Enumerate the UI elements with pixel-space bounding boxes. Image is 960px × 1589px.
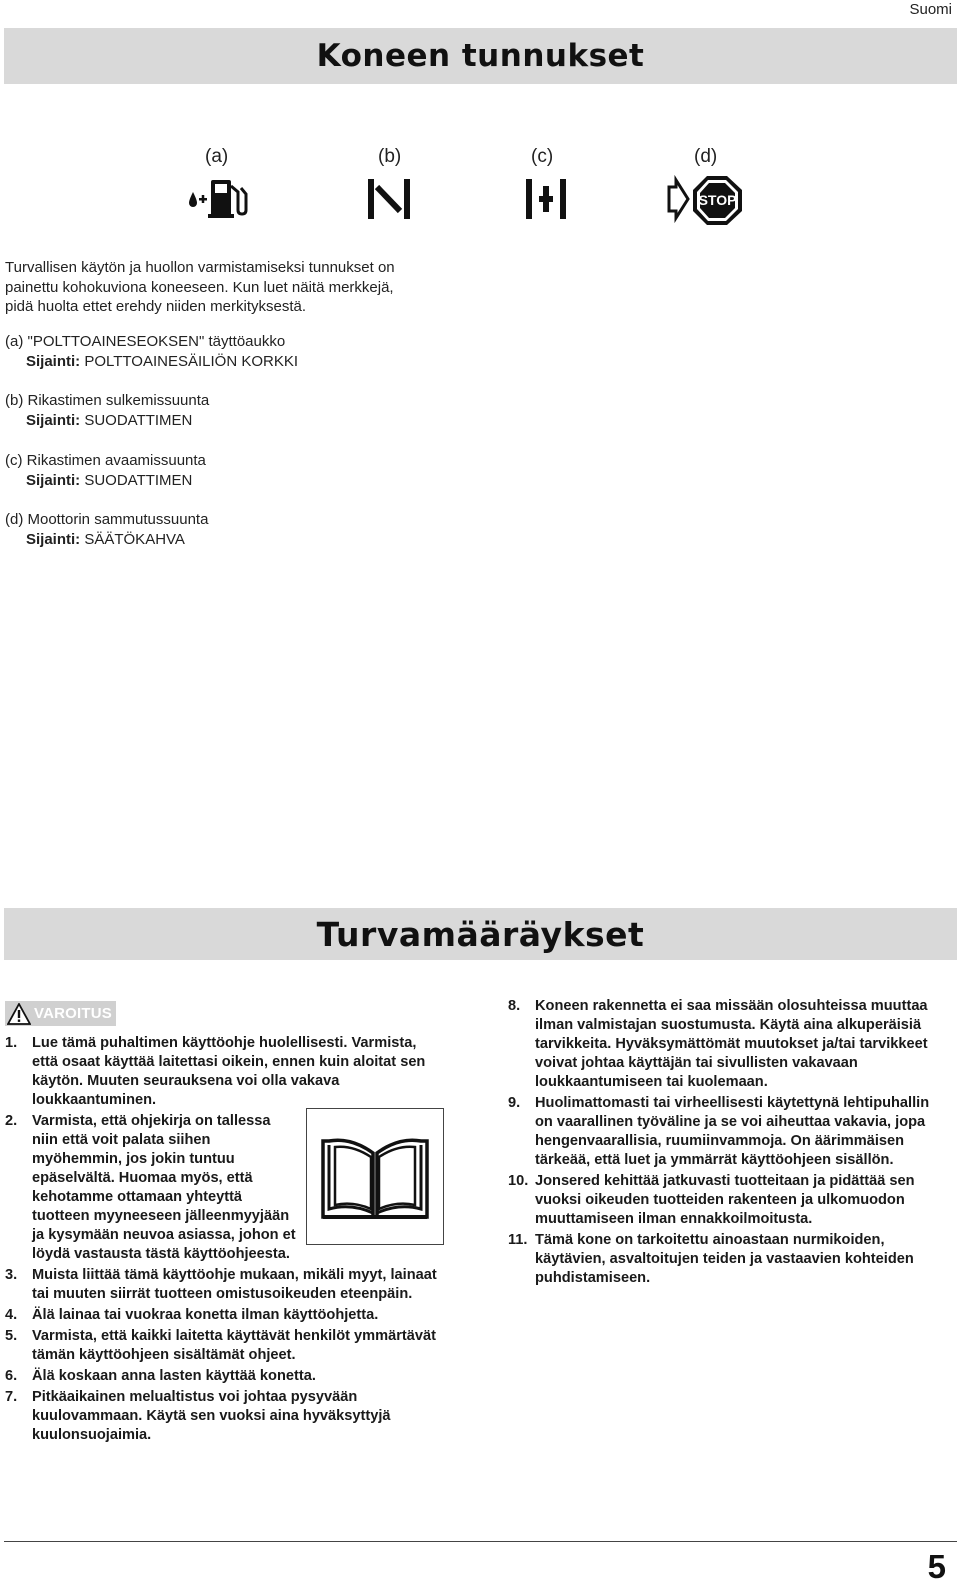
legend-description: (c) Rikastimen avaamissuunta [5,452,206,469]
legend-location [5,471,206,491]
choke-close-icon [366,174,414,222]
stop-icon [666,174,752,230]
item-number: 5. [5,1328,18,1344]
item-number: 7. [5,1389,18,1405]
item-number: 8. [508,998,521,1014]
open-book-icon [307,1109,443,1244]
item-number: 9. [508,1095,521,1111]
section-banner [4,28,957,84]
list-item [5,1266,445,1304]
item-number: 3. [5,1267,18,1283]
location-value: POLTTOAINESÄILIÖN KORKKI [80,353,299,370]
location-label: Sijainti: [26,531,81,548]
item-text: Älä koskaan anna lasten käyttää konetta. [32,1368,316,1384]
item-text: Älä lainaa tai vuokraa konetta ilman käyttöohjetta. [32,1307,379,1323]
list-item [508,1172,943,1229]
section-banner [4,908,957,960]
location-value: SUODATTIMEN [80,412,193,429]
list-item [5,1327,445,1365]
list-item [5,1367,445,1386]
legend-description: (d) Moottorin sammutussuunta [5,511,209,528]
legend-description: (a) "POLTTOAINESEOKSEN" täyttöaukko [5,333,286,350]
list-item [5,1388,445,1445]
location-value: SÄÄTÖKAHVA [80,531,185,548]
rules-list-right [508,997,943,1290]
list-item [508,997,943,1092]
legend-location [5,352,298,372]
location-value: SUODATTIMEN [80,472,193,489]
item-text: Jonsered kehittää jatkuvasti tuotteitaan ja pidättää sen vuoksi oikeuden tuotteiden rakenteen ja ulkomuodon muuttamiseen ilman ennakkoilmoitusta. [535,1173,915,1227]
legend-item-c [5,451,206,491]
item-text: Koneen rakennetta ei saa missään olosuhteissa muuttaa ilman valmistajan suostumusta. Käytä aina alkuperäisiä tarvikkeita. Hyväksymättömät muutokset ja/tai tarvikkeet voivat johtaa käyttäjän tai sivullisten vakavaan loukkaantumiseen tai kuolemaan. [535,998,928,1090]
intro-paragraph: Turvallisen käytön ja huollon varmistamiseksi tunnukset on painettu kohokuviona koneeseen. Kun luet näitä merkkejä, pidä huolta ettet erehdy niiden merkityksestä. [5,259,395,315]
choke-open-icon [522,174,570,222]
symbol-label-d: (d) [694,146,718,167]
legend-location [5,530,208,550]
legend-item-d [5,510,208,550]
warning-triangle-icon [7,1003,31,1025]
svg-text:STOP: STOP [698,192,737,208]
legend-item-b [5,391,209,431]
symbol-label-c: (c) [531,146,554,167]
footer-divider [4,1541,957,1542]
item-text: Muista liittää tämä käyttöohje mukaan, mikäli myyt, lainaat tai muuten siirrät tuotteen omistusoikeuden eteenpäin. [32,1267,437,1302]
item-text: Varmista, että ohjekirja on tallessa niin että voit palata siihen myöhemmin, jos jokin tuntuu epäselvältä. Huomaa myös, että kehotamme ottamaan yhteyttä tuotteen myyneeseen jälleenmyyjään ja kysymään neuvoa asiassa, johon et löydä vastausta tästä käyttöohjeesta. [32,1113,296,1262]
section-title: Turvamääräykset [316,914,645,954]
legend-item-a [5,332,298,372]
symbol-label-a: (a) [205,146,229,167]
list-item [508,1231,943,1288]
item-number: 10. [508,1173,529,1189]
item-text: Lue tämä puhaltimen käyttöohje huolellisesti. Varmista, että osaat käyttää laitettasi oikein, ennen kuin aloitat sen käytön. Muuten seurauksena voi olla vakava loukkaantuminen. [32,1035,426,1108]
fuel-mix-icon [186,174,256,222]
page-number: 5 [927,1548,946,1585]
legend-location [5,411,209,431]
list-item [508,1094,943,1170]
item-text: Tämä kone on tarkoitettu ainoastaan nurmikoiden, käytävien, asvaltoitujen teiden ja vastaavien kohteiden puhdistamiseen. [535,1232,914,1286]
item-text: Varmista, että kaikki laitetta käyttävät henkilöt ymmärtävät tämän käyttöohjeen sisältämät ohjeet. [32,1328,436,1363]
location-label: Sijainti: [26,412,81,429]
item-number: 11. [508,1232,528,1248]
location-label: Sijainti: [26,472,81,489]
manual-book-frame [306,1108,444,1245]
warning-badge [5,1001,116,1026]
legend-description: (b) Rikastimen sulkemissuunta [5,392,210,409]
list-item [5,1306,445,1325]
item-number: 6. [5,1368,18,1384]
item-text: Huolimattomasti tai virheellisesti käytettynä lehtipuhallin on vaarallinen työväline ja se voi aiheuttaa vakavia, jopa hengenvaarallisia, ruumiinvammoja. On äärimmäisen tärkeää, että luet ja ymmärrät käyttöohjeen sisällön. [535,1095,930,1168]
item-number: 4. [5,1307,18,1323]
language-label: Suomi [909,1,952,18]
item-text: Pitkäaikainen melualtistus voi johtaa pysyvään kuulovammaan. Käytä sen vuoksi aina hyväksyttyjä kuulonsuojaimia. [32,1389,391,1443]
section-title: Koneen tunnukset [316,38,645,74]
symbol-label-b: (b) [378,146,402,167]
location-label: Sijainti: [26,353,81,370]
warning-label: VAROITUS [34,1005,112,1022]
list-item [5,1034,445,1110]
item-number: 1. [5,1035,18,1051]
item-number: 2. [5,1113,18,1129]
